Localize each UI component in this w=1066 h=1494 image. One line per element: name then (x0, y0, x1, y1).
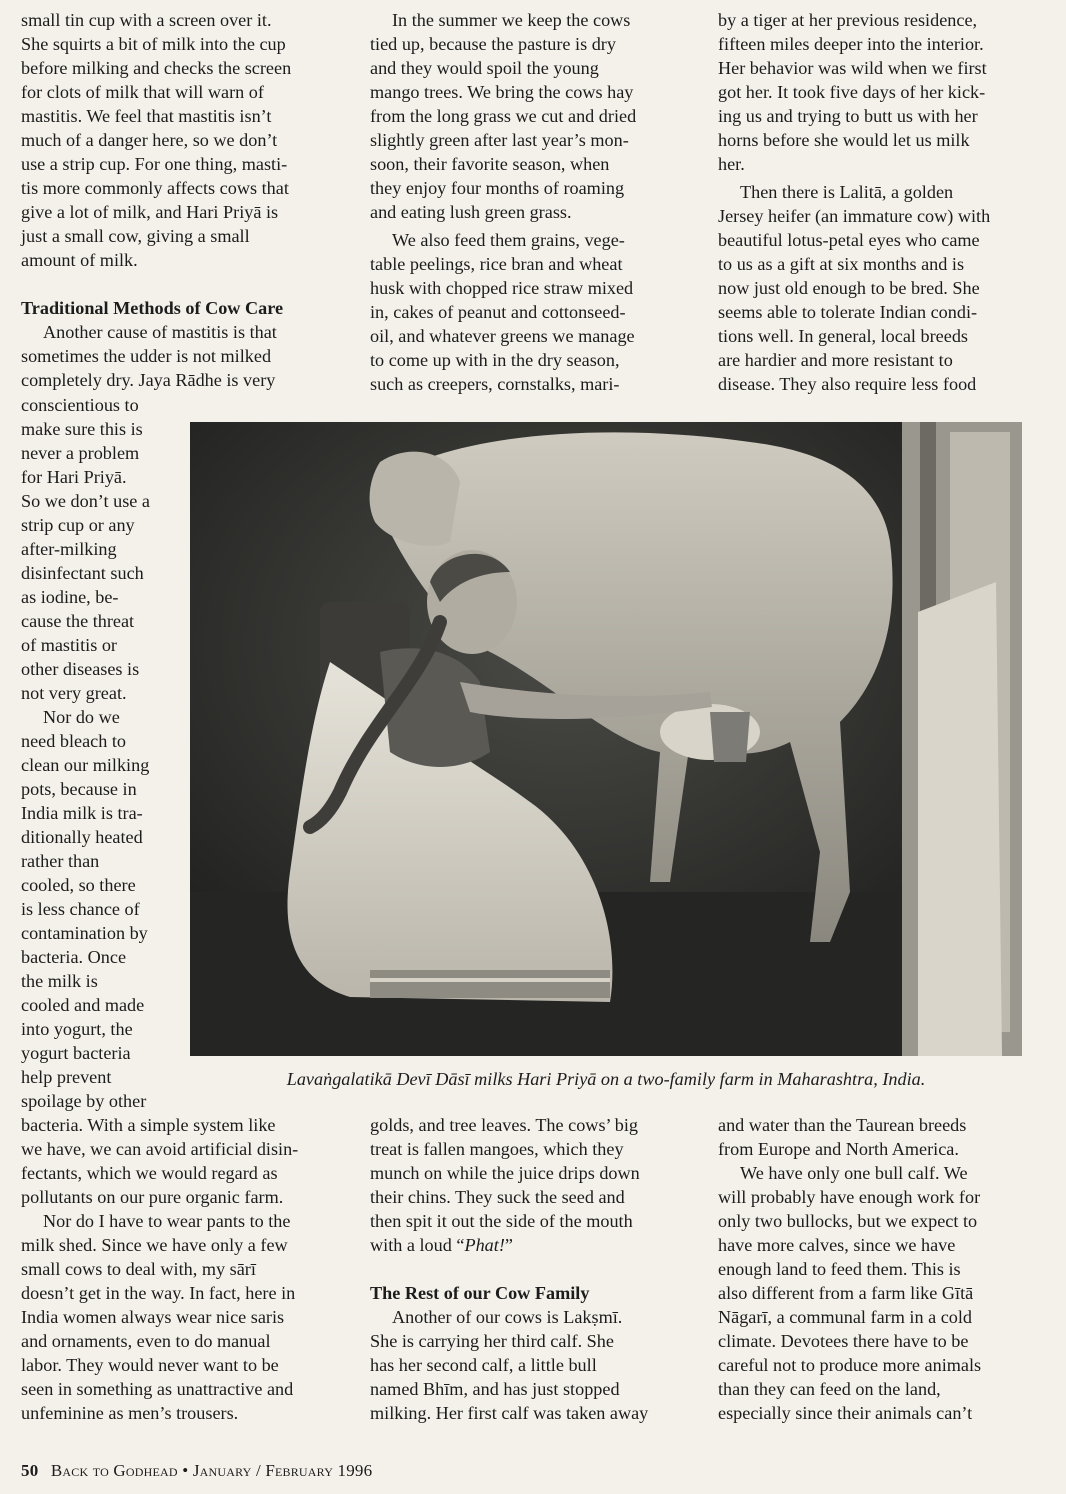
column-1-top (21, 8, 351, 392)
photo-caption: Lavaṅgalatikā Devī Dāsī milks Hari Priyā on a two-family farm in Maharashtra, India. (286, 1069, 926, 1089)
column-3-bottom (718, 1113, 1048, 1425)
paragraph: bacteria. With a simple system like we have, we can avoid artificial disin- fectants, which we would regard as pollutants on our pure organic farm. (21, 1115, 299, 1207)
page-number: 50 (21, 1461, 39, 1480)
section-heading: The Rest of our Cow Family (370, 1283, 590, 1303)
column-3-top (718, 8, 1048, 396)
photo-illustration (190, 422, 1022, 1056)
issue-date: January / February 1996 (192, 1461, 373, 1480)
footer-separator: • (182, 1461, 189, 1480)
paragraph: Nor do I have to wear pants to the milk shed. Since we have only a few small cows to deal with, my sārī doesn’t get in the way. In fact, here in India women always wear nice saris and ornaments, even to do manual labor. They would never want to be seen in something as unattractive and unfeminine as men’s trousers. (21, 1211, 296, 1423)
column-1-bottom (21, 1113, 351, 1425)
paragraph: In the summer we keep the cows tied up, because the pasture is dry and they would spoil the young mango trees. We bring the cows hay from the long grass we cut and dried slightly green after last year’s mon- soon, their favorite season, when they enjoy four months of roaming and eating lush green grass. (370, 10, 637, 222)
page-footer (21, 1461, 372, 1481)
paragraph-text: golds, and tree leaves. The cows’ big treat is fallen mangoes, which they munch on while the juice drips down their chins. They suck the seed and then spit it out the side of the mouth with a loud “ (370, 1115, 640, 1255)
emphasis-text: Phat! (464, 1235, 505, 1255)
paragraph: Nor do we need bleach to clean our milking pots, because in India milk is tra- ditionally heated rather than cooled, so there is less chance of contamination by bacteria. Once the milk is cooled and made into yogurt, the yogurt bacteria help prevent spoilage by other (21, 707, 150, 1111)
column-2-bottom (370, 1113, 700, 1425)
column-2-top (370, 8, 700, 396)
magazine-title: Back to Godhead (50, 1461, 178, 1480)
paragraph: by a tiger at her previous residence, fifteen miles deeper into the interior. Her behavior was wild when we first got her. It took five days of her kick- ing us and trying to butt us with her horns before she would let us milk her. (718, 10, 987, 174)
paragraph: Another cause of mastitis is that sometimes the udder is not milked completely dry. Jaya Rādhe is very (21, 322, 277, 390)
photograph-woman-milking-cow (190, 422, 1022, 1056)
section-heading: Traditional Methods of Cow Care (21, 298, 284, 318)
paragraph-text-end: ” (504, 1235, 513, 1255)
paragraph: Another of our cows is Lakṣmī. She is carrying her third calf. She has her second calf, a little bull named Bhīm, and has just stopped milking. Her first calf was taken away (370, 1307, 649, 1423)
column-1-narrow (21, 393, 186, 1113)
paragraph: We have only one bull calf. We will probably have enough work for only two bullocks, but we expect to have more calves, since we have enough land to feed them. This is also different from a farm like Gītā Nāgarī, a communal farm in a cold climate. Devotees there have to be careful not to produce more animals than they can feed on the land, especially since their animals can’t (718, 1163, 982, 1423)
paragraph: Then there is Lalitā, a golden Jersey heifer (an immature cow) with beautiful lotus-petal eyes who came to us as a gift at six months and is now just old enough to be bred. She seems able to tolerate Indian condi- tions well. In general, local breeds are hardier and more resistant to disease. They also require less food (718, 182, 991, 394)
paragraph: We also feed them grains, vege- table peelings, rice bran and wheat husk with chopped rice straw mixed in, cakes of peanut and cottonseed- oil, and whatever greens we manage to come up with in the dry season, such as creepers, cornstalks, mari- (370, 230, 635, 394)
paragraph: conscientious to make sure this is never a problem for Hari Priyā. So we don’t use a strip cup or any after-milking disinfectant such as iodine, be- cause the threat of mastitis or other diseases is not very great. (21, 395, 150, 703)
paragraph: and water than the Taurean breeds from Europe and North America. (718, 1115, 967, 1159)
paragraph: small tin cup with a screen over it. She squirts a bit of milk into the cup before milking and checks the screen for clots of milk that will warn of mastitis. We feel that mastitis isn’t much of a danger here, so we don’t use a strip cup. For one thing, masti- tis more commonly affects cows that give a lot of milk, and Hari Priyā is just a small cow, giving a small amount of milk. (21, 10, 292, 270)
paragraph (370, 1113, 700, 1257)
